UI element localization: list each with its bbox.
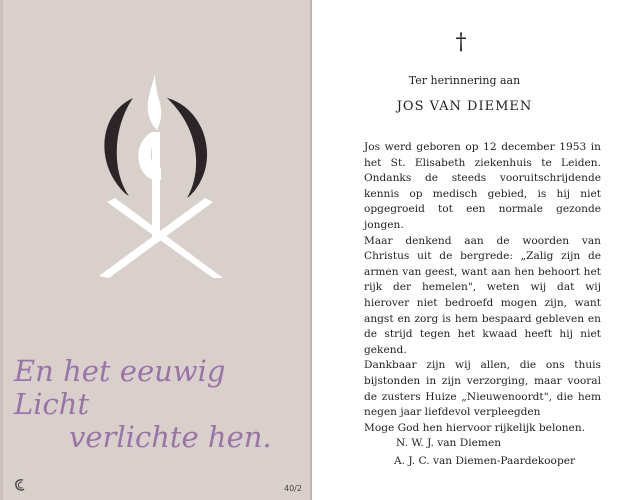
paragraph: Jos werd geboren op 12 december 1953 in het St. Elisabeth ziekenhuis te Leiden. Ondanks de steeds vooruitschrijdende kennis op medisch gebied, is hij niet opgegroeid tot een normale gezonde jongen. [364,141,601,231]
paragraph: Maar denkend aan de woorden van Christus uit de bergrede: „Zalig zijn de armen van geest, want aan hen behoort het rijk der hemelen", weten wij dat wij hierover niet bedroefd mogen zijn, want angst en zorg is hem bespaard gebleven en de strijd tegen het kwaad heeft hij niet gekend. [364,234,601,356]
chi-rho-candle-emblem [95,70,230,285]
signature-line: A. J. C. van Diemen-Paardekooper [394,455,576,467]
right-crescent-icon [167,98,207,198]
cross-icon: † [455,30,467,55]
signatures [394,434,575,470]
left-crescent-icon [104,98,133,196]
publisher-logo-icon [14,478,26,492]
signature-line: N. W. J. van Diemen [396,437,502,449]
deceased-name: JOS VAN DIEMEN [396,99,533,114]
motto-line-2: verlichte hen. [69,420,272,454]
paragraph: Dankbaar zijn wij allen, die ons thuis bijstonden in zijn verzorging, maar vooral de zusters Huize „Nieuwenoordt", die hem negen jaar liefdevol verpleegden [364,359,601,419]
flame-icon [148,74,161,130]
paragraph: Moge God hen hiervoor rijkelijk belonen. [364,421,586,434]
card-back [312,0,617,500]
intro-line: Ter herinnering aan [408,74,521,87]
card-edge [0,0,3,500]
motto-line-1: En het eeuwig Licht [14,354,226,421]
memorial-text [364,140,601,436]
candle-stem-icon [152,132,160,240]
print-code: 40/2 [284,484,302,493]
memorial-motto [14,355,304,454]
